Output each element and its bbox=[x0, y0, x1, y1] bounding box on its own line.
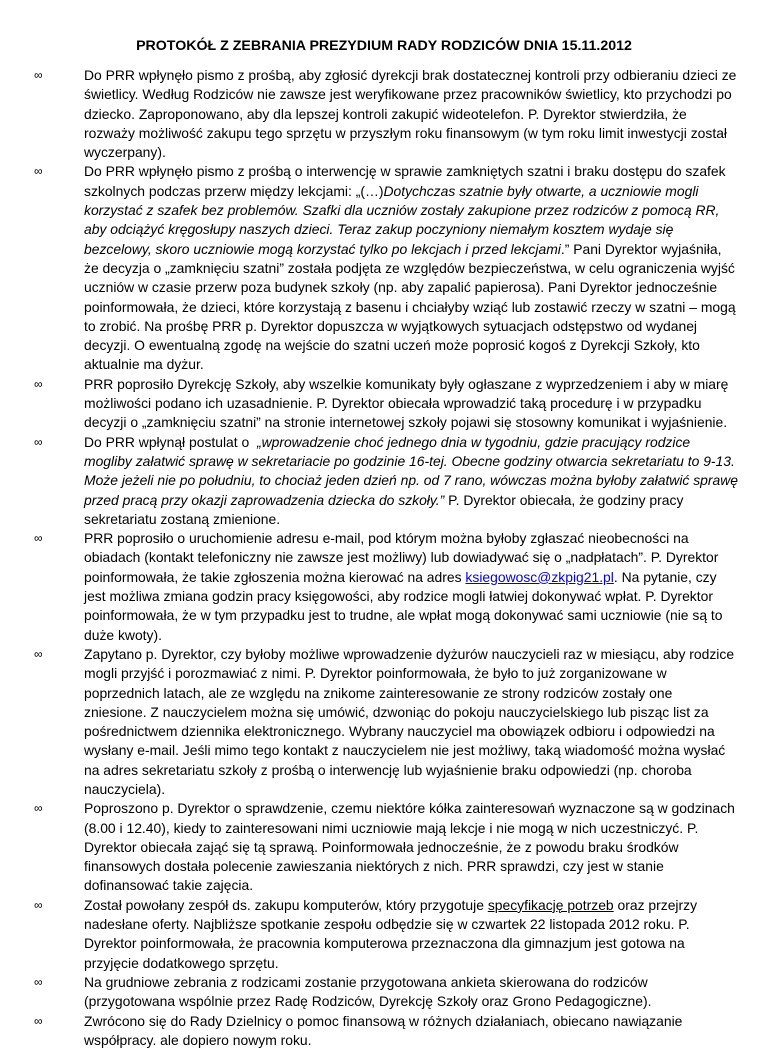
list-item bbox=[0, 1012, 768, 1050]
list-item bbox=[0, 433, 768, 529]
bullet-icon: ∞ bbox=[34, 646, 43, 661]
bullet-icon: ∞ bbox=[34, 434, 43, 449]
minutes-list bbox=[0, 66, 768, 1050]
bullet-icon: ∞ bbox=[34, 68, 43, 82]
item-text: Do PRR wpłynął postulat o bbox=[84, 433, 257, 450]
item-text: Poproszono p. Dyrektor o sprawdzenie, czemu niektóre kółka zainteresowań wyznaczone są w godzinach (8.00 i 12.40), kiedy to zainteresowani nimi uczniowie mają lekcje i nie mogą w nich uczestniczyć. P. Dyrektor obiecała zająć się tą sprawą. Poinformowała jednocześnie, że z powodu braku środków finansowych dostała polecenie zawieszania niektórych z nich. PRR sprawdzi, czy jest w stanie dofinansować takie zajęcia. bbox=[84, 800, 735, 894]
list-item bbox=[0, 529, 768, 645]
bullet-icon: ∞ bbox=[34, 531, 43, 546]
item-text: .” Pani Dyrektor wyjaśniła, że decyzja o „zamknięciu szatni” została podjęta ze względów bezpieczeństwa, w celu ograniczenia wyjść uczniów w czasie przerw poza budynek szkoły (np. aby zapalić papierosa). Pani Dyrektor jednocześnie poinformowała, że dzieci, które korzystają z basenu i chciałyby wziąć lub zostawić rzeczy w szatni – mogą to zrobić. Na prośbę PRR p. Dyrektor dopuszcza w wyjątkowych sytuacjach odstępstwo od wydanej decyzji. O ewentualną zgodę na wejście do szatni uczeń może poprosić kogoś z Dyrekcji Szkoły, kto aktualnie ma dyżur. bbox=[84, 240, 736, 373]
item-text: Został powołany zespół ds. zakupu komputerów, który przygotuje bbox=[84, 896, 488, 913]
list-item bbox=[0, 645, 768, 799]
bullet-icon: ∞ bbox=[34, 897, 43, 912]
item-text: PRR poprosiło Dyrekcję Szkoły, aby wszelkie komunikaty były ogłaszane z wyprzedzeniem i aby w miarę możliwości podano ich uzasadnienie. P. Dyrektor obiecała wprowadzić taką procedurę i w przypadku decyzji o „zamknięciu szatni” na stronie internetowej szkoły pojawi się stosowny komunikat i wyjaśnienie. bbox=[84, 375, 729, 431]
list-item bbox=[0, 66, 768, 162]
bullet-icon: ∞ bbox=[34, 376, 43, 391]
document-title: PROTOKÓŁ Z ZEBRANIA PREZYDIUM RADY RODZICÓW DNIA 15.11.2012 bbox=[136, 38, 632, 54]
bullet-icon: ∞ bbox=[34, 164, 43, 179]
bullet-icon: ∞ bbox=[34, 801, 43, 816]
bullet-icon: ∞ bbox=[34, 1013, 43, 1028]
item-quote: Dotychczas szatnie były otwarte, a uczniowie mogli korzystać z szafek bez problemów. Szafki dla uczniów zostały zakupione przez rodziców z pomocą RR, aby odciążyć kręgosłupy naszych dzieci. Teraz zakup poczyniony niemałym kosztem wydaje się bezcelowy, skoro uczniowie mogą korzystać tylko po lekcjach i przed lekcjami bbox=[84, 182, 720, 257]
item-text: Zwrócono się do Rady Dzielnicy o pomoc finansową w różnych działaniach, obiecano nawiązanie współpracy. ale dopiero nowym roku. bbox=[84, 1012, 683, 1048]
list-item bbox=[0, 973, 768, 1012]
item-text: Zapytano p. Dyrektor, czy byłoby możliwe wprowadzenie dyżurów nauczycieli raz w miesiącu, aby rodzice mogli przyjść i porozmawiać z nimi. P. Dyrektor poinformowała, że było to już zorganizowane w poprzednich latach, ale ze względu na znikome zainteresowanie ze strony rodziców zostały one zniesione. Z nauczycielem można się umówić, dzwoniąc do pokoju nauczycielskiego lub pisząc list za pośrednictwem dziennika elektronicznego. Wybrany nauczyciel ma obowiązek odbioru i odpowiedzi na wysłany e-mail. Jeśli mimo tego kontakt z nauczycielem nie jest możliwy, taką wiadomość można wysłać na adres sekretariatu szkoły z prośbą o interwencję lub wyjaśnienie braku odpowiedzi (np. choroba nauczyciela). bbox=[84, 645, 735, 797]
item-text: . Na pytanie, czy jest możliwa zmiana godzin pracy księgowości, aby rodzice mogli łatwiej dokonywać wpłat. P. Dyrektor poinformowała, że w tym przypadku jest to trudne, ale wpłat mogą dokonywać sami uczniowie (nie są to duże kwoty). bbox=[84, 568, 723, 643]
item-text: Na grudniowe zebrania z rodzicami zostanie przygotowana ankieta skierowana do rodziców (przygotowana wspólnie przez Radę Rodziców, Dyrekcję Szkoły oraz Grono Pedagogiczne). bbox=[84, 973, 652, 1010]
bullet-icon: ∞ bbox=[34, 974, 43, 989]
item-quote: „wprowadzenie choć jednego dnia w tygodniu, gdzie pracujący rodzice mogliby załatwić sprawę w sekretariacie po godzinie 16-tej. Obecne godziny otwarcia sekretariatu to 9-13. Może jeżeli nie po południu, to chociaż jeden dzień np. od 7 rano, wówczas można byłoby załatwić sprawę przed pracą przy okazji zaprowadzenia dziecka do szkoły.” bbox=[84, 433, 738, 508]
item-text: Do PRR wpłynęło pismo z prośbą o interwencję w sprawie zamkniętych szatni i braku dostępu do szafek szkolnych podczas przerw między lekcjami: „(…) bbox=[84, 163, 726, 199]
item-text: oraz przejrzy nadesłane oferty. Najbliższe spotkanie zespołu odbędzie się w czwartek 22 listopada 2012 roku. P. Dyrektor poinformowała, że pracownia komputerowa przeznaczona dla gimnazjum jest gotowa na przyjęcie dodatkowego sprzętu. bbox=[84, 896, 698, 971]
list-item bbox=[0, 375, 768, 433]
list-item bbox=[0, 162, 768, 374]
list-item bbox=[0, 896, 768, 973]
list-item bbox=[0, 799, 768, 895]
item-text: PRR poprosiło o uruchomienie adresu e-mail, pod którym można byłoby zgłaszać nieobecności na obiadach (kontakt telefoniczny nie zawsze jest możliwy) lub dowiadywać się o „nadpłatach”. P. Dyrektor poinformowała, że takie zgłoszenia można kierować na adres bbox=[84, 530, 719, 585]
underlined-text: specyfikację potrzeb bbox=[487, 896, 614, 913]
item-text: P. Dyrektor obiecała, że godziny pracy sekretariatu zostaną zmienione. bbox=[84, 491, 684, 527]
email-link[interactable]: ksiegowosc@zkpig21.pl bbox=[465, 568, 614, 585]
item-text: Do PRR wpłynęło pismo z prośbą, aby zgłosić dyrekcji brak dostatecznej kontroli przy odbieraniu dzieci ze świetlicy. Według Rodziców nie zawsze jest weryfikowane przez pracowników świetlicy, kto przychodzi po dziecko. Zaproponowano, aby dla lepszej kontroli zakupić wideotelefon. P. Dyrektor stwierdziła, że rozważy możliwość zakupu tego sprzętu w przyszłym roku finansowym (w tym roku limit inwestycji został wyczerpany). bbox=[84, 67, 737, 161]
